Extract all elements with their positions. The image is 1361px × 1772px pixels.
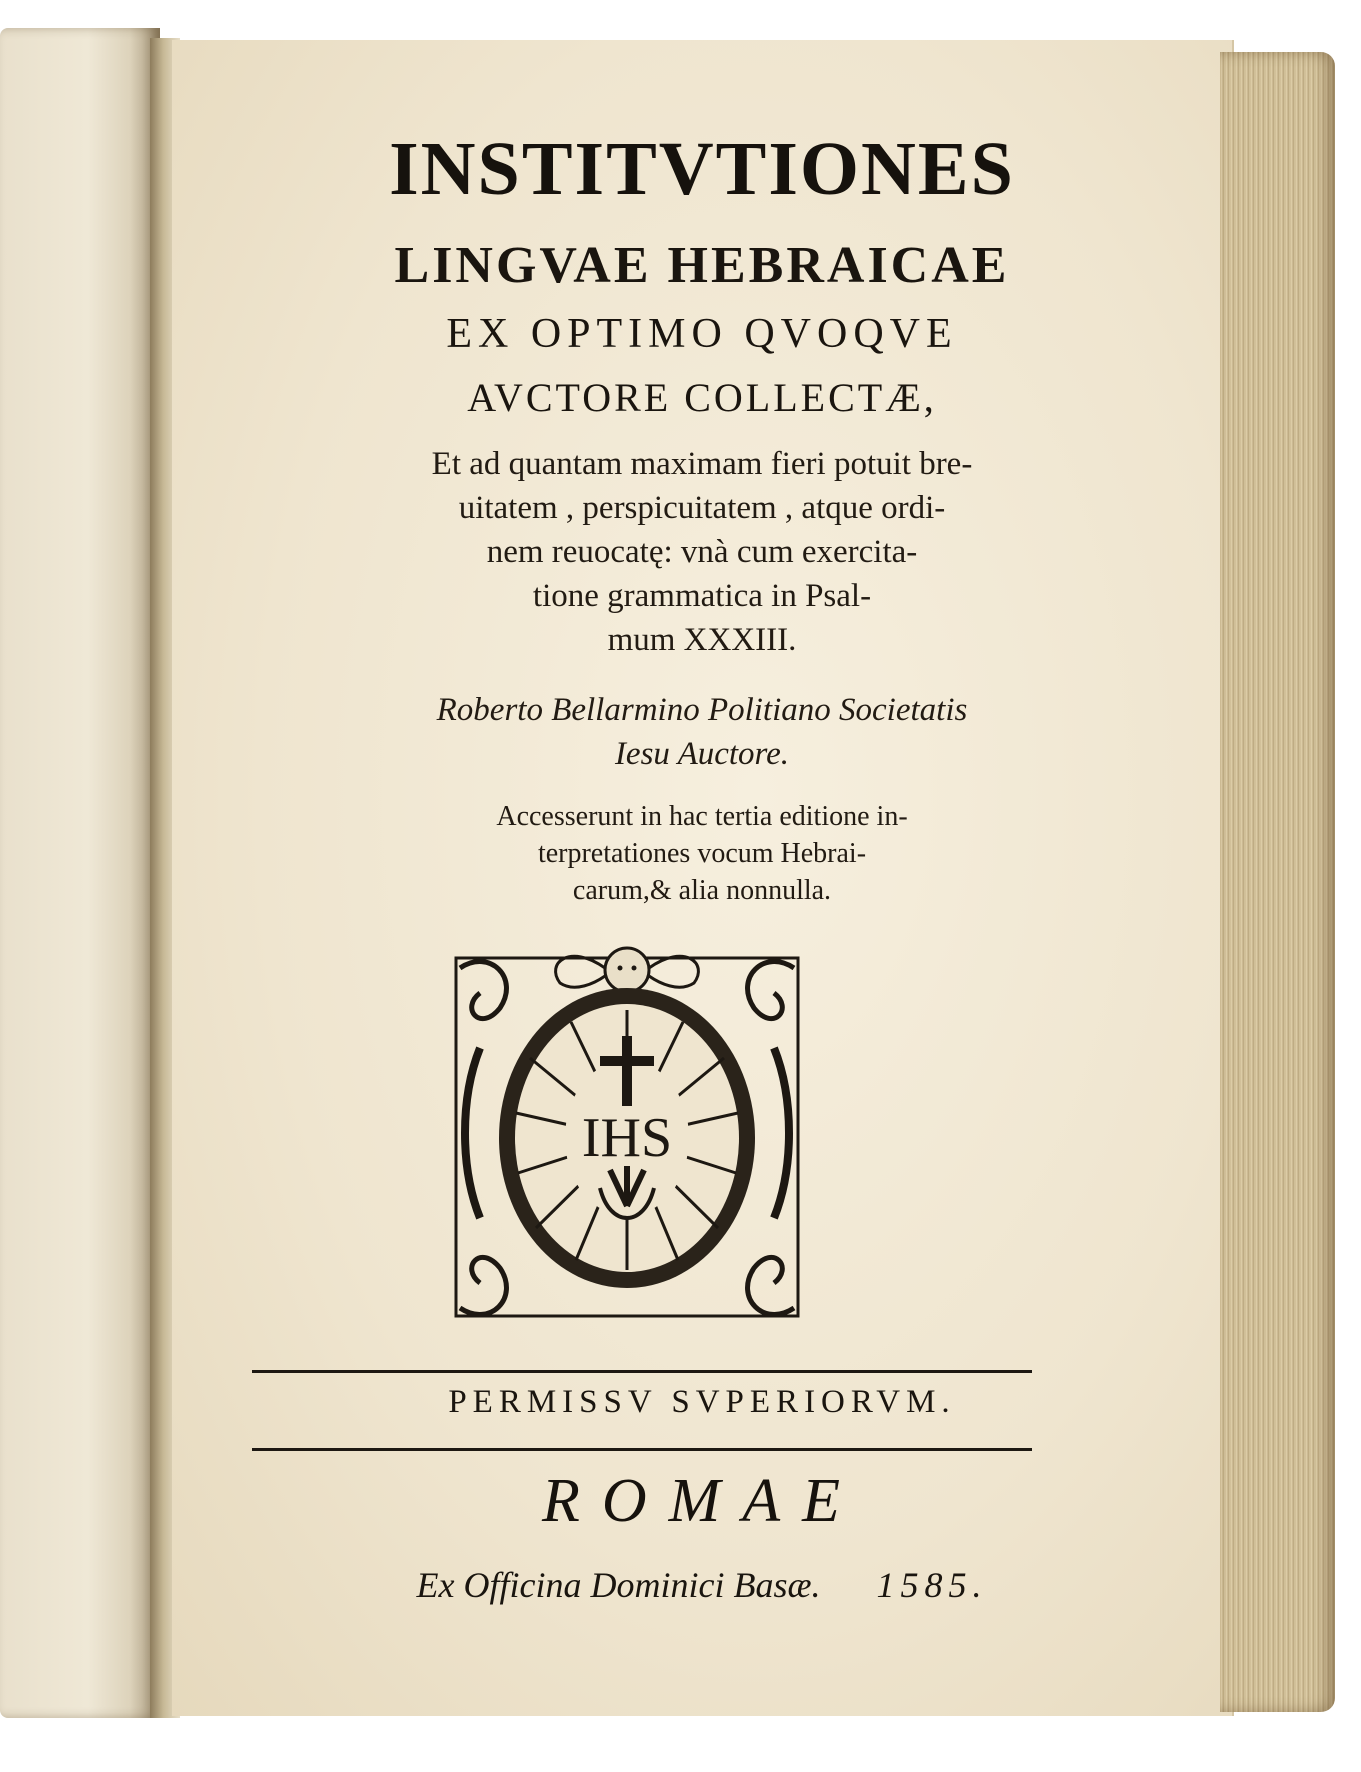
description-block <box>172 442 1232 662</box>
imprint-line <box>172 1564 1232 1606</box>
jesuit-ihs-emblem <box>450 938 804 1322</box>
cherub-head <box>605 948 649 992</box>
ihs-monogram: IHS <box>581 1107 673 1169</box>
author-line: Roberto Bellarmino Politiano Societatis <box>436 692 968 728</box>
printer-name: Ex Officina Dominici Basæ. <box>416 1565 821 1605</box>
cross-horizontal <box>600 1056 654 1066</box>
accesserunt-line: terpretationes vocum Hebrai- <box>537 838 867 869</box>
title-line-1: INSTITVTIONES <box>389 127 1015 211</box>
accesserunt-line: carum,& alia nonnulla. <box>572 875 832 906</box>
imprint-year: 1585. <box>876 1565 988 1605</box>
title-line-3: EX OPTIMO QVOQVE <box>446 311 958 357</box>
title-line-2: LINGVAE HEBRAICAE <box>394 237 1010 294</box>
cherub-wing-left <box>556 956 605 987</box>
description-line: tione grammatica in Psal- <box>532 578 872 614</box>
open-book <box>0 28 1340 1728</box>
scroll-ornament-top-left <box>460 962 506 1019</box>
description-line: mum XXXIII. <box>607 622 797 658</box>
permission-line: PERMISSV SVPERIORVM. <box>448 1384 956 1420</box>
scroll-ornament-bottom-left <box>460 1257 506 1314</box>
author-line: Iesu Auctore. <box>614 736 790 772</box>
divider-rule-bottom <box>252 1448 1032 1451</box>
divider-rule-top <box>252 1370 1032 1373</box>
volute-right <box>774 1048 789 1218</box>
description-line: nem reuocatę: vnà cum exercita- <box>486 534 918 570</box>
cherub-eye <box>618 966 623 971</box>
accesserunt-block <box>172 798 1232 909</box>
title-line-4: AVCTORE COLLECTÆ, <box>467 375 937 420</box>
scroll-ornament-bottom-right <box>748 1257 794 1314</box>
cherub-eye <box>632 966 637 971</box>
volute-left <box>465 1048 480 1218</box>
left-page <box>0 28 160 1718</box>
description-line: uitatem , perspicuitatem , atque ordi- <box>458 490 946 526</box>
page-edges <box>1220 52 1335 1712</box>
description-line: Et ad quantam maximam fieri potuit bre- <box>431 446 973 482</box>
imprint-city: ROMAE <box>541 1467 863 1535</box>
scroll-ornament-top-right <box>748 962 794 1019</box>
cross-vertical <box>622 1036 632 1106</box>
author-block <box>172 688 1232 776</box>
accesserunt-line: Accesserunt in hac tertia editione in- <box>496 801 908 832</box>
cherub-wing-right <box>649 956 698 987</box>
